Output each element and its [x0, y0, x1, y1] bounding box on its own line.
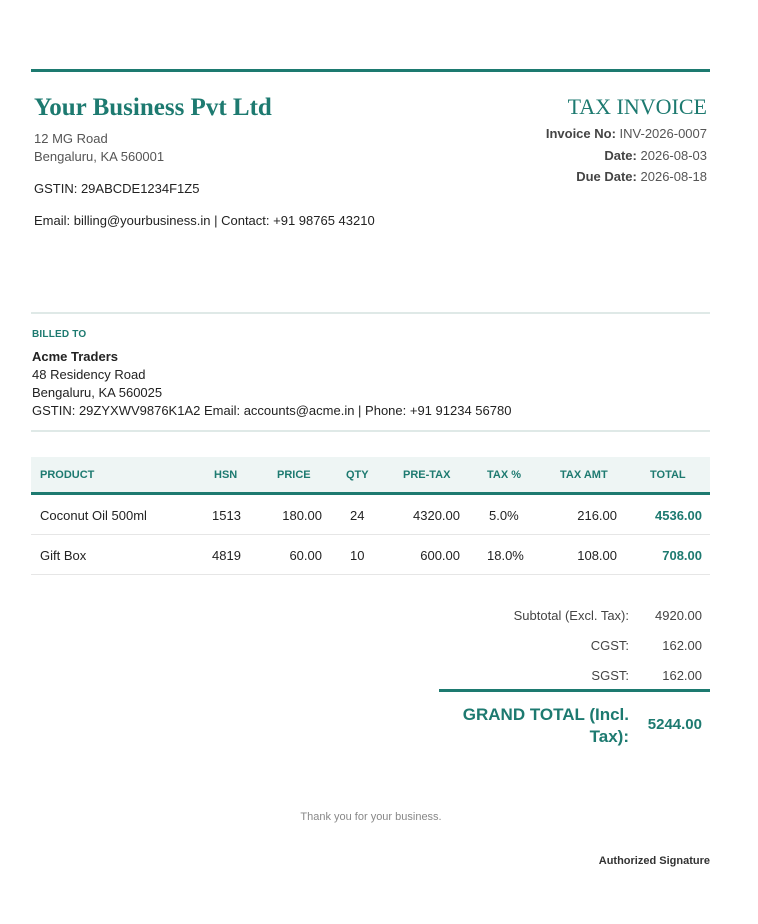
cell-product: Gift Box — [40, 548, 87, 563]
column-header-product: PRODUCT — [40, 469, 95, 481]
cell-tax-amt: 216.00 — [577, 508, 617, 523]
sgst-value: 162.00 — [662, 668, 702, 683]
cell-total: 4536.00 — [655, 508, 702, 523]
cell-price: 180.00 — [282, 508, 322, 523]
invoice-date-label: Date: — [604, 148, 637, 163]
business-gstin: GSTIN: 29ABCDE1234F1Z5 — [34, 181, 200, 196]
grand-total-value: 5244.00 — [647, 716, 702, 733]
table-header — [31, 457, 710, 492]
invoice-date: 2026-08-03 — [640, 148, 707, 163]
column-header-pre-tax: PRE-TAX — [403, 469, 451, 481]
cell-tax-amt: 108.00 — [577, 548, 617, 563]
cell-tax-percent: 5.0% — [489, 508, 519, 523]
cell-product: Coconut Oil 500ml — [40, 508, 147, 523]
column-header-tax-amt: TAX AMT — [560, 469, 608, 481]
sgst-label: SGST: — [591, 668, 629, 683]
column-header-qty: QTY — [346, 469, 369, 481]
cell-hsn: 4819 — [212, 548, 241, 563]
client-address-line1: 48 Residency Road — [32, 367, 146, 382]
invoice-date-row — [447, 148, 707, 163]
row-divider — [31, 574, 710, 575]
cell-qty: 24 — [350, 508, 365, 523]
invoice-title: TAX INVOICE — [567, 94, 707, 119]
invoice-due-date: 2026-08-18 — [640, 169, 707, 184]
business-name: Your Business Pvt Ltd — [34, 94, 272, 121]
column-header-tax-percent: TAX % — [487, 469, 522, 481]
cgst-label: CGST: — [590, 638, 629, 653]
row-divider — [31, 534, 710, 535]
cell-total: 708.00 — [662, 548, 702, 563]
authorized-signature: Authorized Signature — [598, 855, 710, 867]
invoice-due-label: Due Date: — [576, 169, 637, 184]
business-address — [34, 130, 164, 166]
grand-total-label: GRAND TOTAL (Incl. Tax): — [462, 705, 629, 746]
column-header-price: PRICE — [277, 469, 311, 481]
cell-price: 60.00 — [289, 548, 322, 563]
cell-tax-percent: 18.0% — [487, 548, 524, 563]
column-header-hsn: HSN — [214, 469, 238, 481]
column-header-total: TOTAL — [650, 469, 686, 481]
grand-total-rule — [439, 689, 710, 692]
subtotal-value: 4920.00 — [655, 608, 702, 623]
client-address-line2: Bengaluru, KA 560025 — [32, 385, 163, 400]
invoice-due-row — [447, 169, 707, 184]
subtotal-label: Subtotal (Excl. Tax): — [513, 608, 629, 623]
invoice-number: INV-2026-0007 — [619, 126, 707, 141]
client-details: GSTIN: 29ZYXWV9876K1A2 Email: accounts@acme.in | Phone: +91 91234 56780 — [32, 403, 512, 418]
invoice-number-label: Invoice No: — [545, 126, 616, 141]
cgst-value: 162.00 — [662, 638, 702, 653]
table-header-rule — [31, 492, 710, 495]
billed-to-heading: BILLED TO — [32, 329, 87, 340]
cell-qty: 10 — [350, 548, 365, 563]
invoice-number-row — [447, 126, 707, 141]
business-contact: Email: billing@yourbusiness.in | Contact: +91 98765 43210 — [34, 213, 375, 228]
cell-hsn: 1513 — [212, 508, 241, 523]
business-address-line1: 12 MG Road — [34, 131, 108, 146]
business-address-line2: Bengaluru, KA 560001 — [34, 149, 165, 164]
divider — [31, 312, 710, 314]
divider — [31, 430, 710, 432]
thank-you-note: Thank you for your business. — [300, 811, 442, 823]
cell-pre-tax: 600.00 — [420, 548, 460, 563]
top-accent-rule — [31, 69, 710, 72]
cell-pre-tax: 4320.00 — [413, 508, 460, 523]
client-name: Acme Traders — [32, 349, 118, 364]
